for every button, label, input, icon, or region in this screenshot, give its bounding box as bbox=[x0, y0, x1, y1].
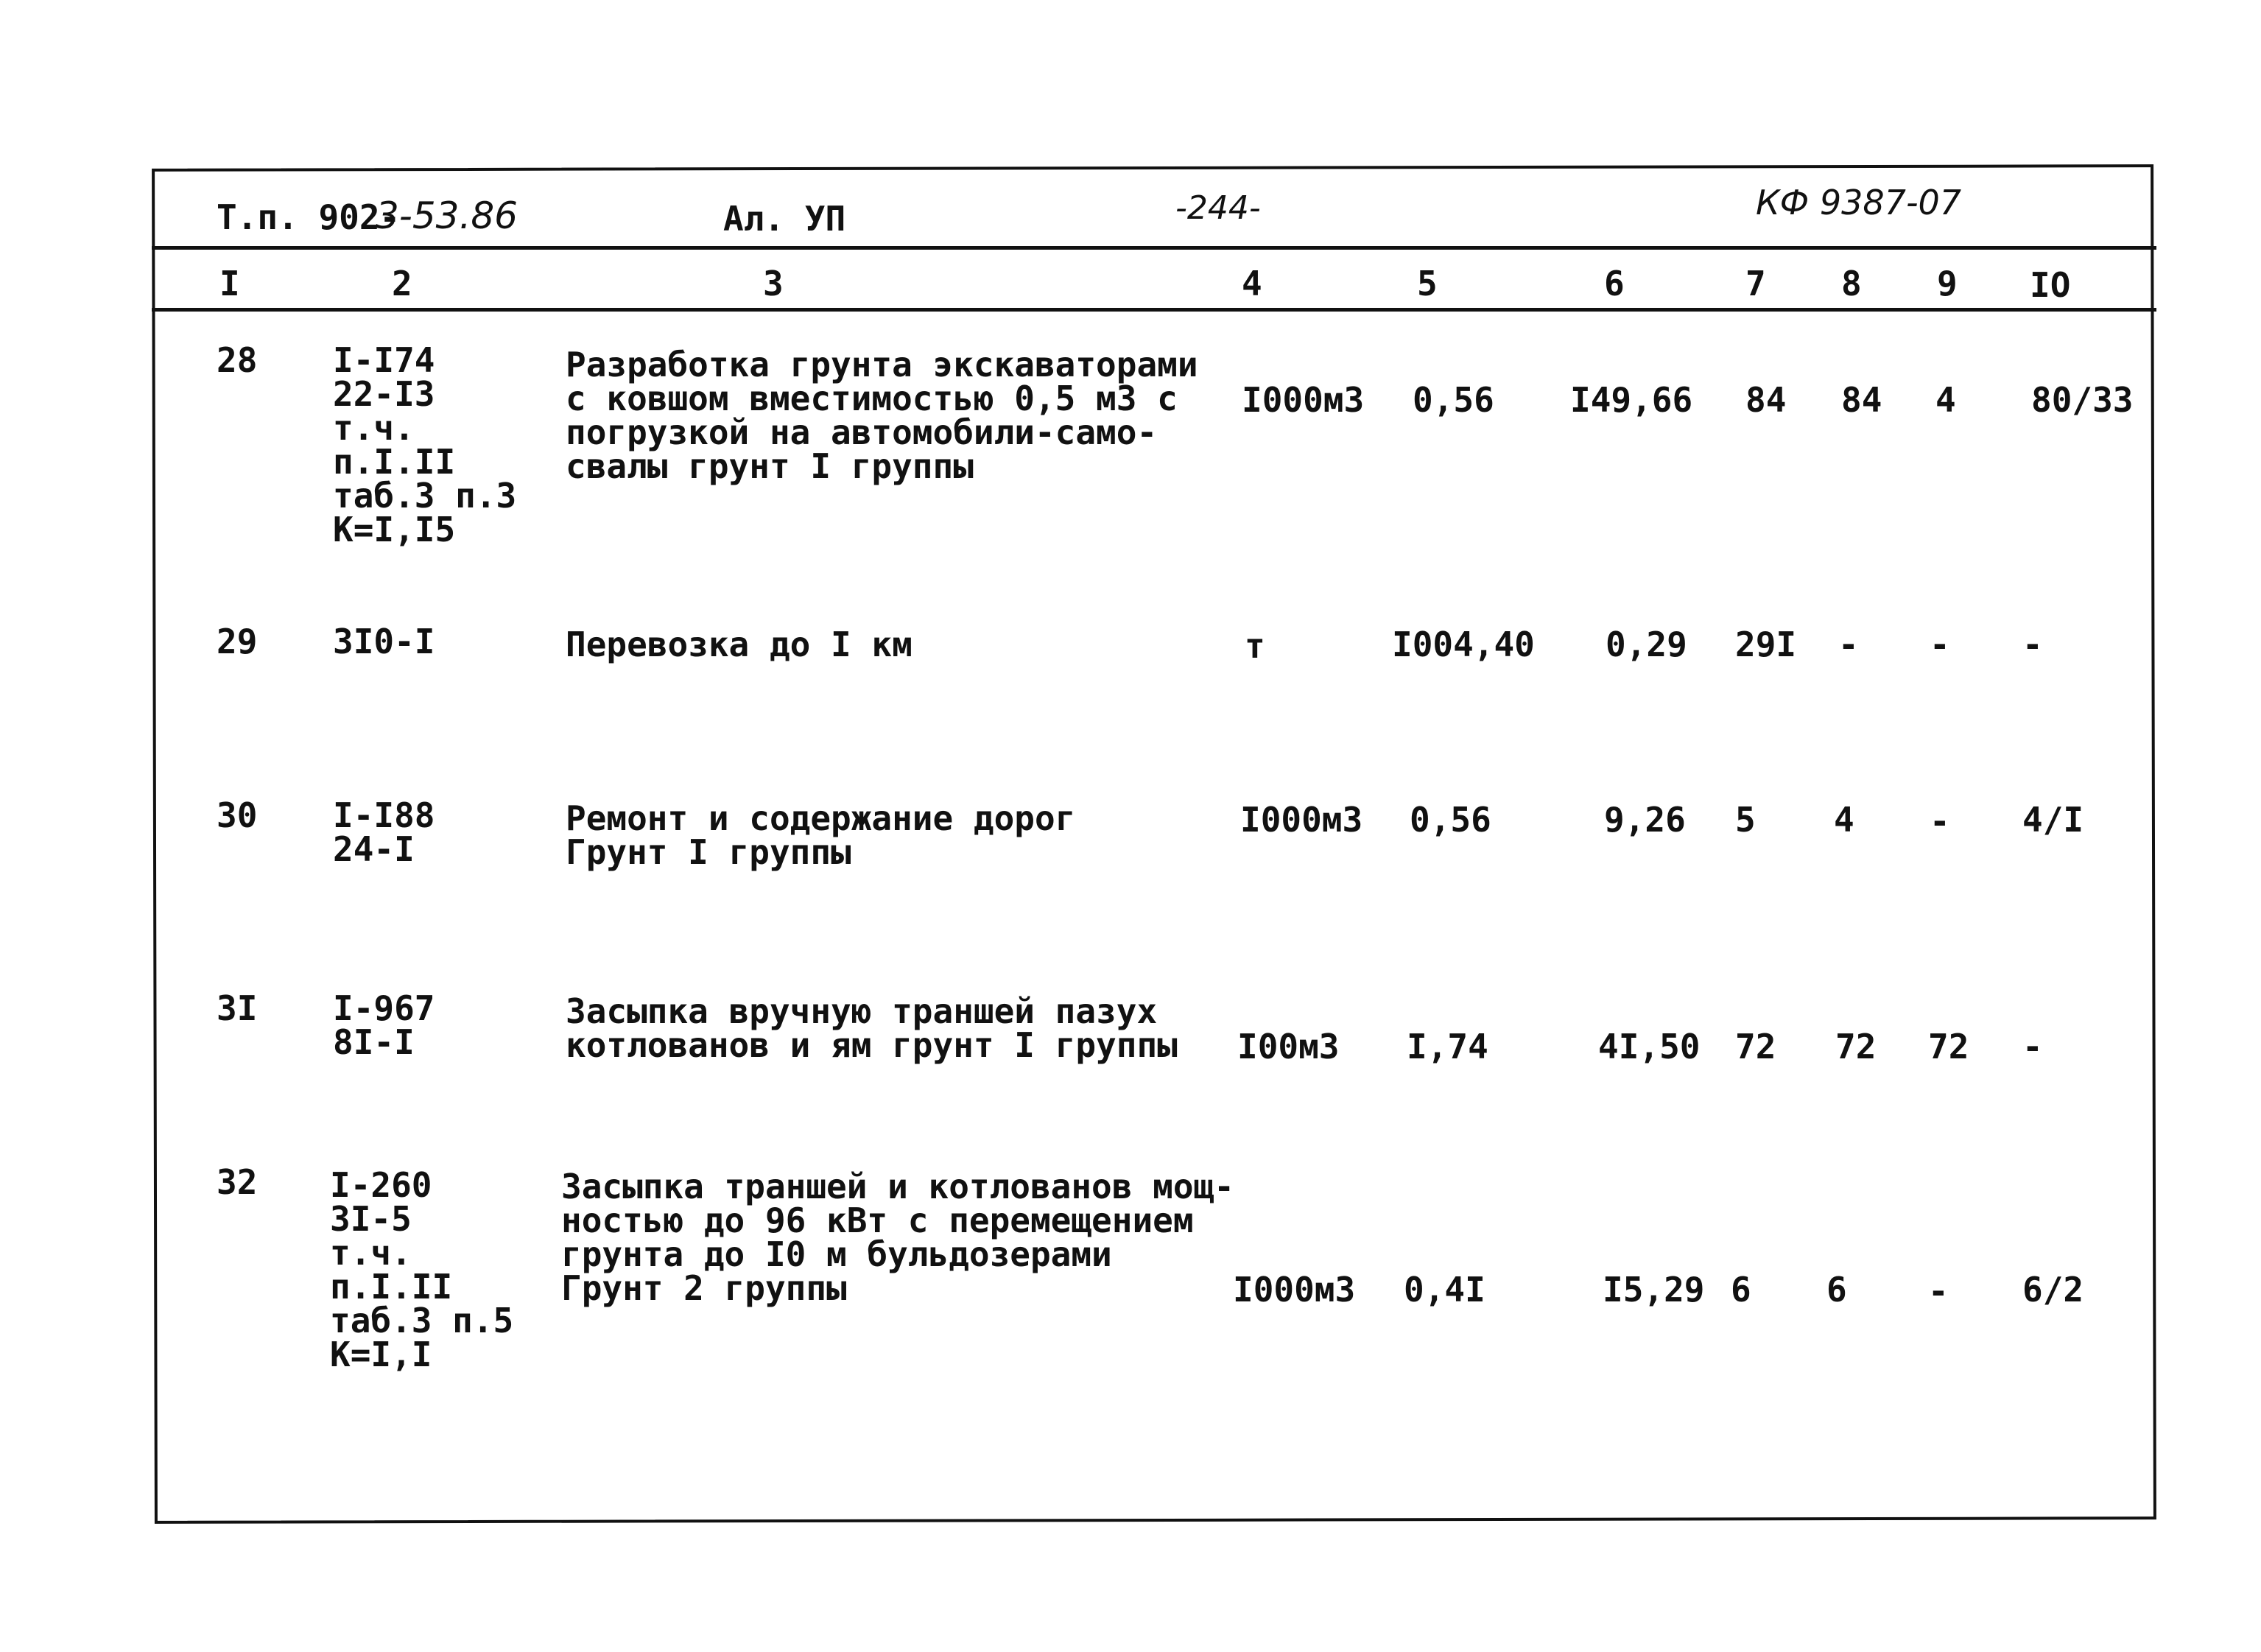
row-col9: - bbox=[1930, 625, 1950, 664]
row-number: 28 bbox=[217, 340, 258, 380]
col-header-3: 3 bbox=[763, 264, 784, 303]
row-col6: I49,66 bbox=[1570, 380, 1693, 420]
row-col8: 84 bbox=[1841, 380, 1882, 420]
row-quantity: I004,40 bbox=[1392, 625, 1535, 664]
row-col8: 6 bbox=[1826, 1270, 1847, 1310]
row-col10: 80/33 bbox=[2031, 380, 2134, 420]
row-unit: I000м3 bbox=[1233, 1270, 1356, 1310]
row-col6: 9,26 bbox=[1604, 800, 1686, 840]
page-number: -244- bbox=[1175, 189, 1261, 227]
row-col10: - bbox=[2022, 625, 2043, 664]
col-header-2: 2 bbox=[392, 264, 412, 303]
row-number: 29 bbox=[217, 622, 258, 661]
row-col7: 84 bbox=[1745, 380, 1787, 420]
project-number: 3-53.86 bbox=[376, 194, 518, 237]
project-prefix: Т.п. 902- bbox=[217, 197, 401, 237]
col-header-8: 8 bbox=[1841, 264, 1862, 303]
album-label: Ал. УП bbox=[723, 199, 846, 239]
row-number: 32 bbox=[217, 1162, 258, 1202]
row-col10: 6/2 bbox=[2022, 1270, 2084, 1310]
row-col7: 6 bbox=[1731, 1270, 1751, 1310]
row-unit: I000м3 bbox=[1242, 380, 1365, 420]
row-col10: 4/I bbox=[2022, 800, 2084, 840]
row-col10: - bbox=[2022, 1027, 2043, 1066]
col-header-5: 5 bbox=[1417, 264, 1438, 303]
row-col7: 5 bbox=[1735, 800, 1756, 840]
row-number: 3I bbox=[217, 988, 258, 1028]
col-header-4: 4 bbox=[1242, 264, 1262, 303]
row-description: Засыпка траншей и котлованов мощ- ностью до 96 кВт с перемещением грунта до I0 м бульдозерами Грунт 2 группы bbox=[561, 1167, 1234, 1308]
row-unit: I000м3 bbox=[1240, 800, 1363, 840]
row-unit: т bbox=[1245, 626, 1265, 666]
row-col8: - bbox=[1838, 625, 1859, 664]
row-col8: 72 bbox=[1835, 1027, 1877, 1066]
col-header-1: I bbox=[219, 264, 240, 303]
col-header-7: 7 bbox=[1745, 264, 1766, 303]
row-code: I-260 3I-5 т.ч. п.I.II таб.3 п.5 К=I,I bbox=[330, 1165, 514, 1374]
row-col6: 4I,50 bbox=[1598, 1027, 1701, 1066]
row-code: I-967 8I-I bbox=[333, 988, 435, 1062]
header-divider bbox=[152, 246, 2156, 250]
row-description: Перевозка до I км bbox=[566, 625, 913, 664]
col-header-9: 9 bbox=[1937, 264, 1958, 303]
row-col7: 29I bbox=[1735, 625, 1797, 664]
row-quantity: 0,56 bbox=[1413, 380, 1494, 420]
row-col9: 72 bbox=[1928, 1027, 1969, 1066]
row-col9: 4 bbox=[1935, 380, 1956, 420]
row-description: Разработка грунта экскаваторами с ковшом вместимостью 0,5 м3 с погрузкой на автомобили-само- свалы грунт I группы bbox=[566, 345, 1198, 486]
row-quantity: 0,56 bbox=[1410, 800, 1491, 840]
row-description: Ремонт и содержание дорог Грунт I группы bbox=[566, 798, 1076, 872]
column-header-divider bbox=[152, 308, 2156, 312]
col-header-6: 6 bbox=[1604, 264, 1625, 303]
row-code: I-I74 22-I3 т.ч. п.I.II таб.3 п.3 К=I,I5 bbox=[333, 340, 517, 549]
row-col6: I5,29 bbox=[1603, 1270, 1705, 1310]
row-code: I-I88 24-I bbox=[333, 795, 435, 869]
document-code: КФ 9387-07 bbox=[1756, 183, 1962, 222]
row-quantity: 0,4I bbox=[1404, 1270, 1485, 1310]
row-col9: - bbox=[1930, 801, 1950, 841]
row-col9: - bbox=[1928, 1271, 1949, 1311]
row-col8: 4 bbox=[1834, 800, 1854, 840]
row-col6: 0,29 bbox=[1606, 625, 1687, 664]
row-code: 3I0-I bbox=[333, 622, 435, 661]
col-header-10: IO bbox=[2030, 265, 2071, 305]
row-col7: 72 bbox=[1735, 1027, 1776, 1066]
row-number: 30 bbox=[217, 795, 258, 835]
row-quantity: I,74 bbox=[1407, 1027, 1488, 1066]
row-unit: I00м3 bbox=[1237, 1027, 1340, 1066]
row-description: Засыпка вручную траншей пазух котлованов и ям грунт I группы bbox=[566, 991, 1178, 1065]
